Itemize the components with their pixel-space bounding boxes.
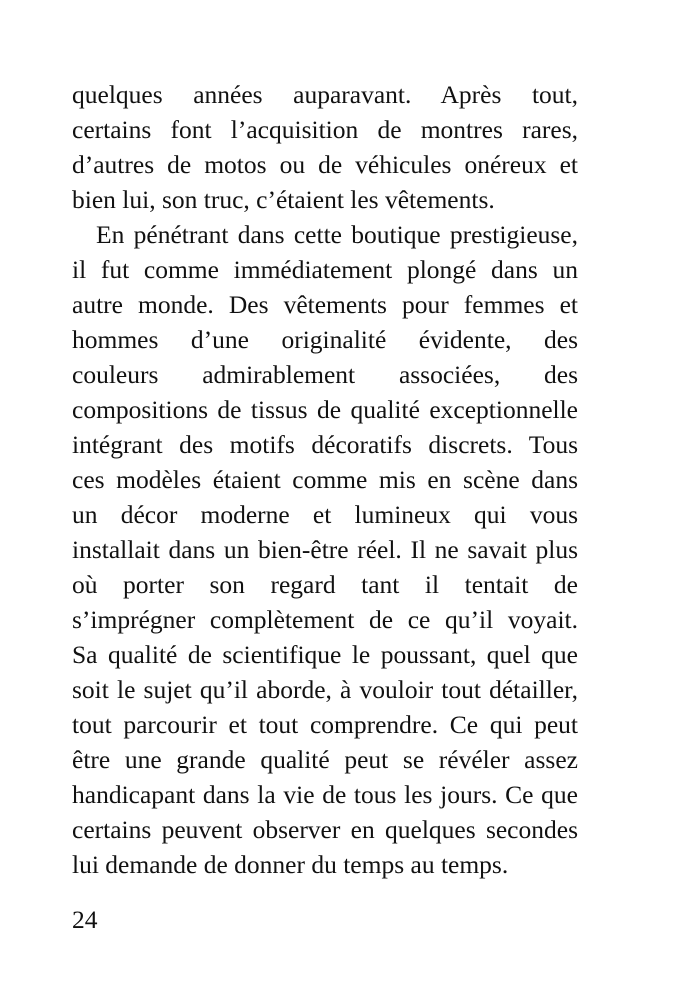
text-line: un décor moderne et lumineux qui vous xyxy=(72,500,578,529)
paragraph-1 xyxy=(72,77,578,217)
text-line: être une grande qualité peut se révéler assez xyxy=(72,745,578,774)
text-line: d’autres de motos ou de véhicules onéreux et xyxy=(72,150,578,179)
text-line: intégrant des motifs décoratifs discrets. Tous xyxy=(72,430,578,459)
text-line: tout parcourir et tout comprendre. Ce qui peut xyxy=(72,710,578,739)
paragraph-2 xyxy=(72,217,578,882)
text-line: lui demande de donner du temps au temps. xyxy=(72,850,509,879)
text-line: bien lui, son truc, c’étaient les vêtements. xyxy=(72,185,495,214)
text-line: s’imprégner complètement de ce qu’il voyait. xyxy=(72,605,578,634)
text-line: couleurs admirablement associées, des xyxy=(72,360,578,389)
text-line: installait dans un bien-être réel. Il ne savait plus xyxy=(72,535,578,564)
text-line: autre monde. Des vêtements pour femmes et xyxy=(72,290,578,319)
text-line: handicapant dans la vie de tous les jours. Ce que xyxy=(72,780,578,809)
text-line: il fut comme immédiatement plongé dans un xyxy=(72,255,578,284)
text-line: compositions de tissus de qualité exceptionnelle xyxy=(72,395,578,424)
page-number: 24 xyxy=(72,905,98,934)
text-line: certains peuvent observer en quelques secondes xyxy=(72,815,578,844)
text-line: En pénétrant dans cette boutique prestigieuse, xyxy=(96,220,578,249)
text-line: Sa qualité de scientifique le poussant, quel que xyxy=(72,640,578,669)
text-line: hommes d’une originalité évidente, des xyxy=(72,325,578,354)
text-line: où porter son regard tant il tentait de xyxy=(72,570,578,599)
text-line: certains font l’acquisition de montres rares, xyxy=(72,115,578,144)
body-text xyxy=(72,77,578,882)
text-line: quelques années auparavant. Après tout, xyxy=(72,80,578,109)
text-line: ces modèles étaient comme mis en scène dans xyxy=(72,465,578,494)
text-line: soit le sujet qu’il aborde, à vouloir tout détailler, xyxy=(72,675,578,704)
